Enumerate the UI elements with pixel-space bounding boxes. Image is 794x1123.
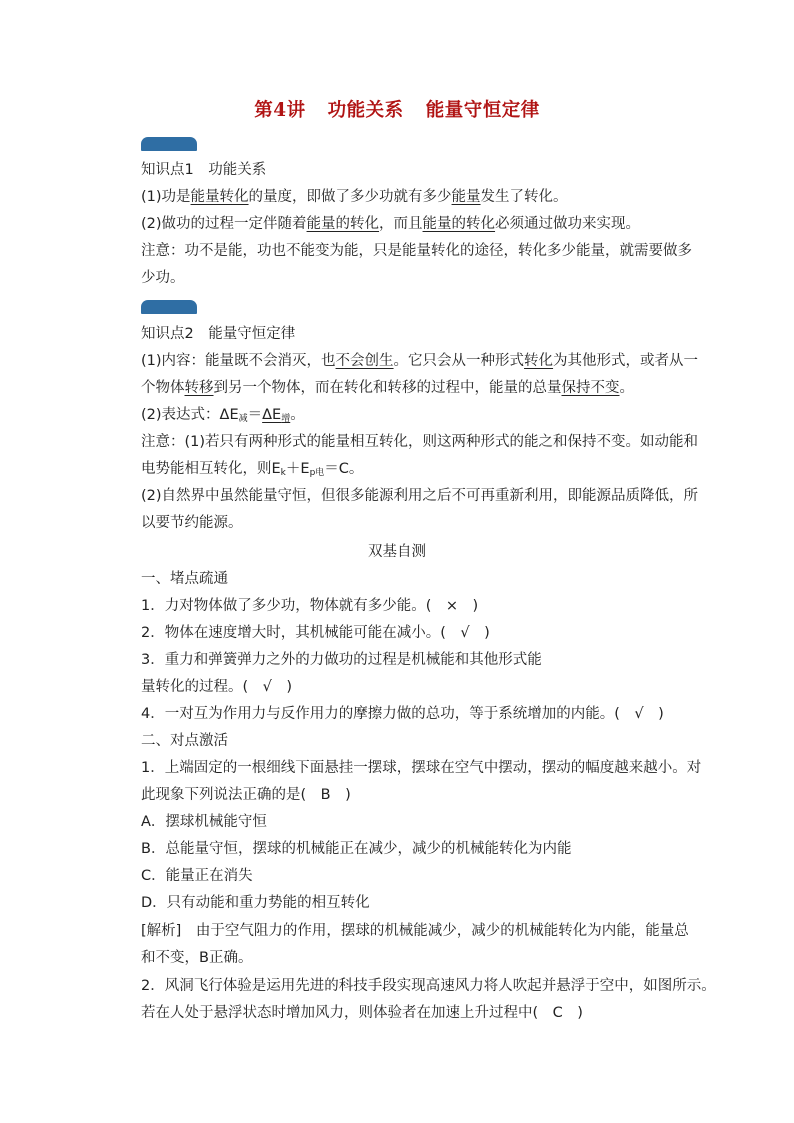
problem-1-line-1: 1．上端固定的一根细线下面悬挂一摆球，摆球在空气中摆动，摆动的幅度越来越小。对 xyxy=(141,760,702,776)
problem-1-line-2: 此现象下列说法正确的是( B ) xyxy=(141,787,351,803)
kp2-content-line-2: 个物体转移到另一个物体，而在转化和转移的过程中，能量的总量保持不变。 xyxy=(141,380,634,396)
problem-2-line-1: 2．风洞飞行体验是运用先进的科技手段实现高速风力将人吹起并悬浮于空中，如图所示。 xyxy=(141,978,716,994)
section-heading-1: 一、堵点疏通 xyxy=(141,571,228,587)
title-topic-2: 能量守恒定律 xyxy=(425,100,540,121)
kp1-line-2: (2)做功的过程一定伴随着能量的转化，而且能量的转化必须通过做功来实现。 xyxy=(141,216,641,232)
kp2-content-line-1: (1)内容：能量既不会消灭，也不会创生。它只会从一种形式转化为其他形式，或者从一 xyxy=(141,353,699,369)
question-3-line-2: 量转化的过程。( √ ) xyxy=(141,679,293,695)
option-c: C．能量正在消失 xyxy=(141,868,253,884)
kp1-note-line-2: 少功。 xyxy=(141,270,185,286)
question-1: 1．力对物体做了多少功，物体就有多少能。( × ) xyxy=(141,598,479,614)
option-a: A．摆球机械能守恒 xyxy=(141,814,267,830)
kp2-heading: 知识点2 能量守恒定律 xyxy=(141,326,296,342)
kp2-note-line-4: 以要节约能源。 xyxy=(141,515,243,531)
selftest-heading: 双基自测 xyxy=(368,544,426,560)
explanation-line-1: [解析] 由于空气阻力的作用，摆球的机械能减少，减少的机械能转化为内能，能量总 xyxy=(141,923,689,939)
section-tag-1 xyxy=(141,137,197,151)
problem-2-line-2: 若在人处于悬浮状态时增加风力，则体验者在加速上升过程中( C ) xyxy=(141,1005,583,1021)
explanation-line-2: 和不变，B正确。 xyxy=(141,950,253,966)
kp2-note-line-2: 电势能相互转化，则$E_k+E_{p电}=C$。 xyxy=(141,461,364,478)
page-title xyxy=(0,96,794,122)
kp2-expression: (2)表达式：$\Delta E_减=\Delta E_增$。 xyxy=(141,407,305,424)
kp2-note-line-3: (2)自然界中虽然能量守恒，但很多能源利用之后不可再重新利用，即能源品质降低，所 xyxy=(141,488,699,504)
section-heading-2: 二、对点激活 xyxy=(141,733,228,749)
option-d: D．只有动能和重力势能的相互转化 xyxy=(141,895,370,911)
question-2: 2．物体在速度增大时，其机械能可能在减小。( √ ) xyxy=(141,625,490,641)
kp1-heading: 知识点1 功能关系 xyxy=(141,162,267,178)
kp2-note-line-1: 注意：(1)若只有两种形式的能量相互转化，则这两种形式的能之和保持不变。如动能和 xyxy=(141,434,699,450)
kp1-note-line-1: 注意：功不是能，功也不能变为能，只是能量转化的途径，转化多少能量，就需要做多 xyxy=(141,243,692,259)
question-3-line-1: 3．重力和弹簧弹力之外的力做功的过程是机械能和其他形式能 xyxy=(141,652,542,668)
title-topic-1: 功能关系 xyxy=(327,100,404,121)
section-tag-2 xyxy=(141,300,197,314)
kp1-line-1: (1)功是能量转化的量度，即做了多少功就有多少能量发生了转化。 xyxy=(141,189,568,205)
question-4: 4．一对互为作用力与反作用力的摩擦力做的总功，等于系统增加的内能。( √ ) xyxy=(141,706,664,722)
option-b: B．总能量守恒，摆球的机械能正在减少，减少的机械能转化为内能 xyxy=(141,841,572,857)
lecture-number: 第4讲 xyxy=(254,100,306,121)
